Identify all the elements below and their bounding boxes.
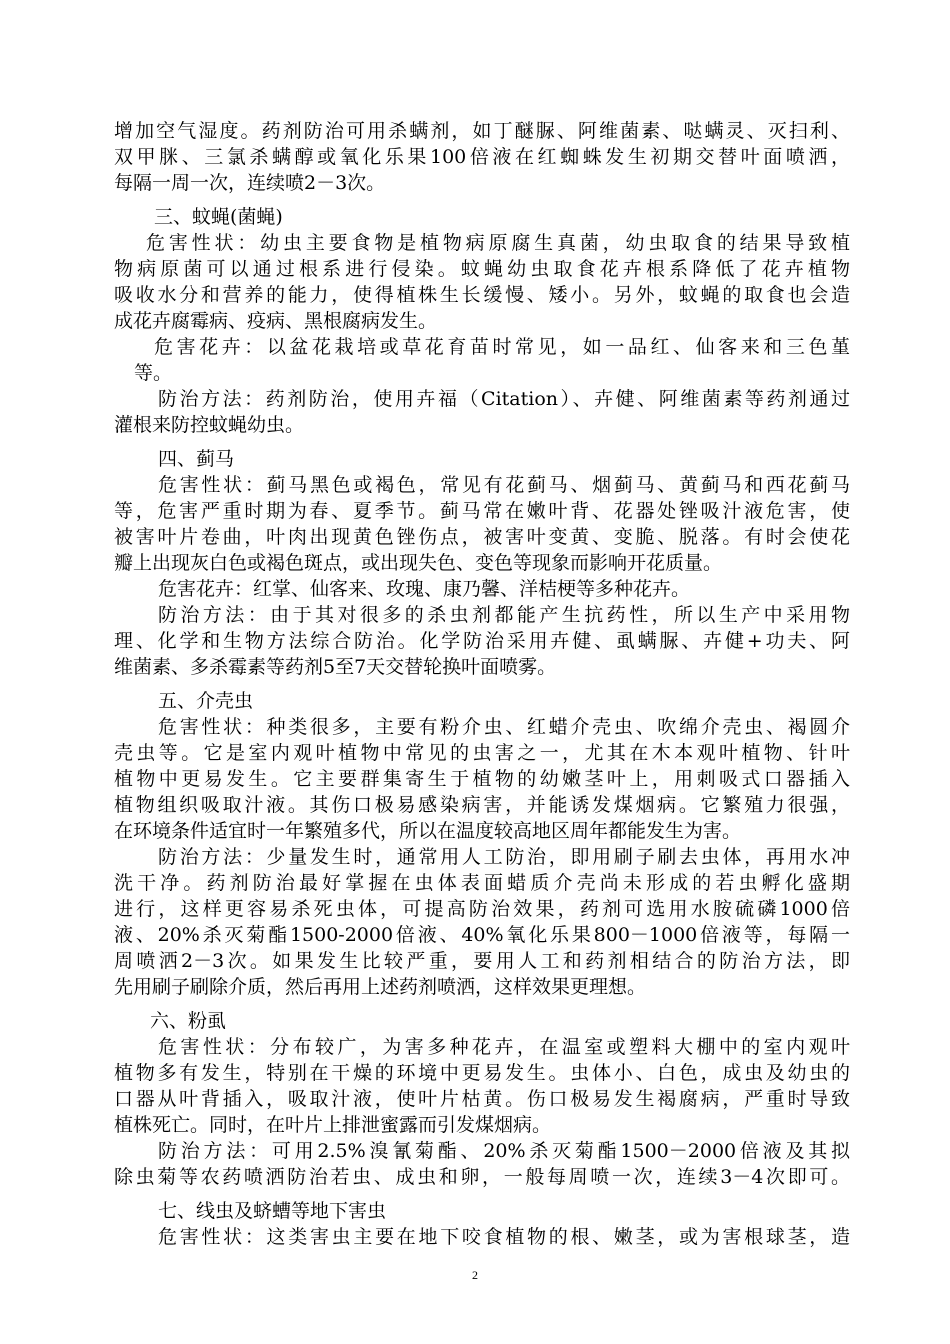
text-line: 洗干净。药剂防治最好掌握在虫体表面蜡质介壳尚未形成的若虫孵化盛期 bbox=[114, 872, 850, 894]
text-line: 壳虫等。它是室内观叶植物中常见的虫害之一，尤其在木本观叶植物、针叶 bbox=[114, 742, 850, 764]
text-line: 物病原菌可以通过根系进行侵染。蚊蝇幼虫取食花卉根系降低了花卉植物 bbox=[114, 258, 850, 280]
text-line: 等。 bbox=[134, 362, 173, 384]
text-line: 防治方法：可用2.5%溴氰菊酯、20%杀灭菊酯1500－2000倍液及其拟 bbox=[158, 1140, 850, 1162]
text-line: 理、化学和生物方法综合防治。化学防治采用卉健、虱螨脲、卉健+功夫、阿 bbox=[114, 630, 850, 652]
text-line: 六、粉虱 bbox=[150, 1010, 227, 1032]
text-line: 三、蚊蝇(菌蝇) bbox=[154, 206, 283, 228]
text-line: 口器从叶背插入，吸取汁液，使叶片枯黄。伤口极易发生褐腐病，严重时导致 bbox=[114, 1088, 850, 1110]
text-line: 危害性状：分布较广，为害多种花卉，在温室或塑料大棚中的室内观叶 bbox=[158, 1036, 850, 1058]
text-line: 四、蓟马 bbox=[158, 448, 235, 470]
text-line: 防治方法：少量发生时，通常用人工防治，即用刷子刷去虫体，再用水冲 bbox=[158, 846, 850, 868]
text-line: 维菌素、多杀霉素等药剂5至7天交替轮换叶面喷雾。 bbox=[114, 656, 557, 678]
text-line: 双甲脒、三氯杀螨醇或氧化乐果100倍液在红蜘蛛发生初期交替叶面喷洒， bbox=[114, 146, 850, 168]
text-line: 植物组织吸取汁液。其伤口极易感染病害，并能诱发煤烟病。它繁殖力很强， bbox=[114, 794, 850, 816]
paragraph-gap bbox=[114, 1000, 850, 1008]
text-line: 灌根来防控蚊蝇幼虫。 bbox=[114, 414, 305, 436]
text-line: 危害性状：蓟马黑色或褐色，常见有花蓟马、烟蓟马、黄蓟马和西花蓟马 bbox=[158, 474, 850, 496]
text-line: 危害性状：这类害虫主要在地下咬食植物的根、嫩茎，或为害根球茎，造 bbox=[158, 1226, 850, 1248]
paragraph-gap bbox=[114, 196, 850, 204]
document-body bbox=[114, 118, 850, 1250]
text-line: 每隔一周一次，连续喷2－3次。 bbox=[114, 172, 386, 194]
paragraph-gap bbox=[114, 438, 850, 446]
text-line: 先用刷子刷除介质，然后再用上述药剂喷洒，这样效果更理想。 bbox=[114, 976, 647, 998]
text-line: 增加空气湿度。药剂防治可用杀螨剂，如丁醚脲、阿维菌素、哒螨灵、灭扫利、 bbox=[114, 120, 850, 142]
text-line: 危害花卉：以盆花栽培或草花育苗时常见，如一品红、仙客来和三色堇 bbox=[154, 336, 850, 358]
page-number: 2 bbox=[472, 1268, 478, 1282]
text-line: 在环境条件适宜时一年繁殖多代，所以在温度较高地区周年都能发生为害。 bbox=[114, 820, 742, 842]
text-line: 五、介壳虫 bbox=[158, 690, 254, 712]
text-line: 瓣上出现灰白色或褐色斑点，或出现失色、变色等现象而影响开花质量。 bbox=[114, 552, 723, 574]
text-line: 等，危害严重时期为春、夏季节。蓟马常在嫩叶背、花器处锉吸汁液危害，使 bbox=[114, 500, 850, 522]
text-line: 危害花卉：红掌、仙客来、玫瑰、康乃馨、洋桔梗等多种花卉。 bbox=[158, 578, 691, 600]
text-line: 被害叶片卷曲，叶肉出现黄色锉伤点，被害叶变黄、变脆、脱落。有时会使花 bbox=[114, 526, 850, 548]
text-line: 周喷洒2－3次。如果发生比较严重，要用人工和药剂相结合的防治方法，即 bbox=[114, 950, 850, 972]
text-line: 植物中更易发生。它主要群集寄生于植物的幼嫩茎叶上，用刺吸式口器插入 bbox=[114, 768, 850, 790]
text-line: 液、20%杀灭菊酯1500-2000倍液、40%氧化乐果800－1000倍液等，每隔一 bbox=[114, 924, 850, 946]
text-line: 吸收水分和营养的能力，使得植株生长缓慢、矮小。另外，蚊蝇的取食也会造 bbox=[114, 284, 850, 306]
text-line: 七、线虫及蛴螬等地下害虫 bbox=[158, 1200, 387, 1222]
text-line: 进行，这样更容易杀死虫体，可提高防治效果，药剂可选用水胺硫磷1000倍 bbox=[114, 898, 850, 920]
text-line: 植物多有发生，特别在干燥的环境中更易发生。虫体小、白色，成虫及幼虫的 bbox=[114, 1062, 850, 1084]
paragraph-gap bbox=[114, 1190, 850, 1198]
text-line: 危害性状：幼虫主要食物是植物病原腐生真菌，幼虫取食的结果导致植 bbox=[146, 232, 850, 254]
text-line: 除虫菊等农药喷洒防治若虫、成虫和卵，一般每周喷一次，连续3－4次即可。 bbox=[114, 1166, 850, 1188]
text-line: 植株死亡。同时，在叶片上排泄蜜露而引发煤烟病。 bbox=[114, 1114, 552, 1136]
paragraph-gap bbox=[114, 680, 850, 688]
text-line: 成花卉腐霉病、疫病、黑根腐病发生。 bbox=[114, 310, 438, 332]
text-line: 防治方法：药剂防治，使用卉福（Citation）、卉健、阿维菌素等药剂通过 bbox=[158, 388, 850, 410]
text-line: 防治方法：由于其对很多的杀虫剂都能产生抗药性，所以生产中采用物 bbox=[158, 604, 850, 626]
text-line: 危害性状：种类很多，主要有粉介虫、红蜡介壳虫、吹绵介壳虫、褐圆介 bbox=[158, 716, 850, 738]
